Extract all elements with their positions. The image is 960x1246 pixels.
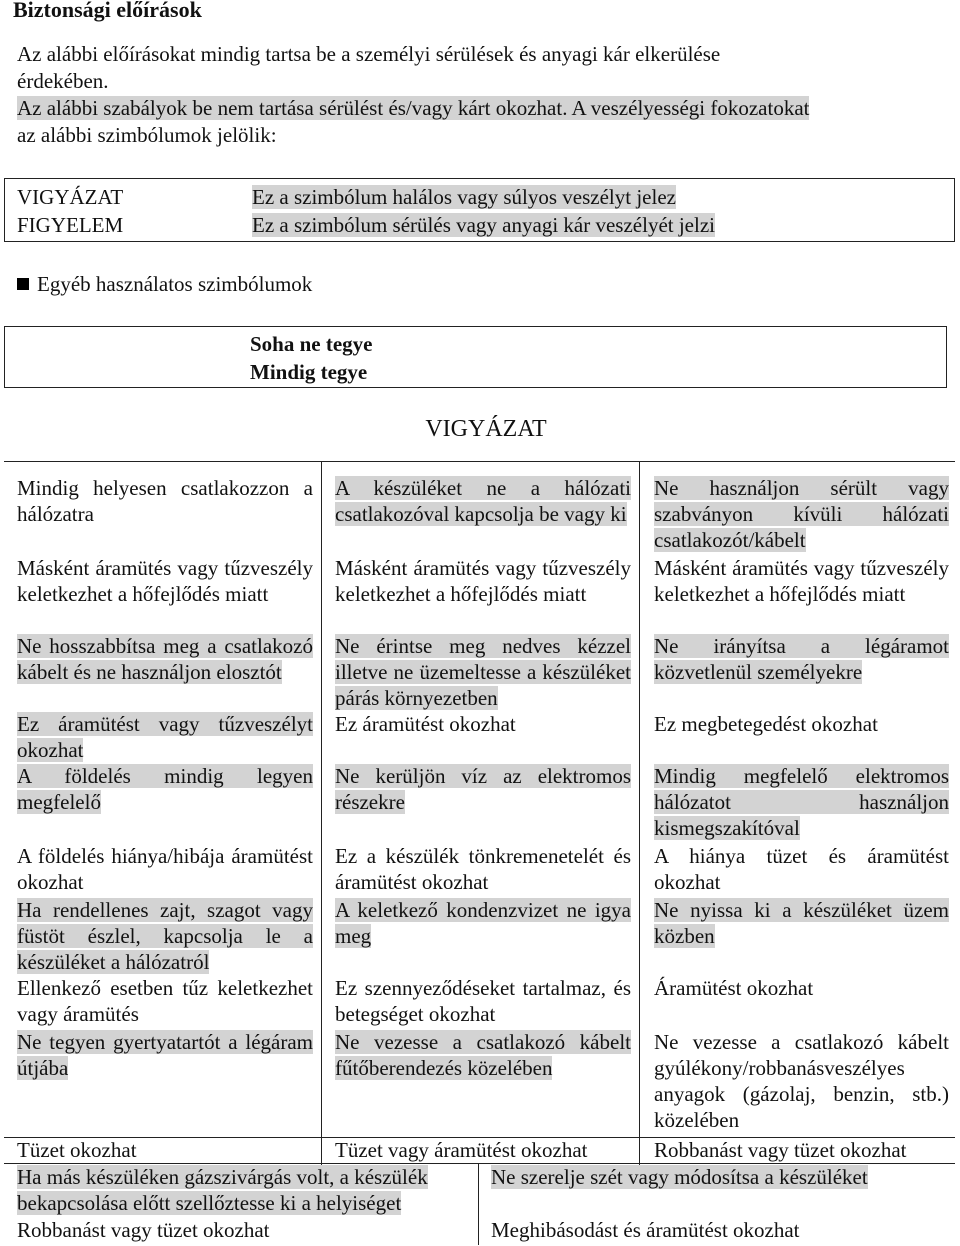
warning-cell-text: Mindig helyesen csatlakozzon a hálózatra (17, 476, 313, 526)
warning-grid (4, 461, 955, 1165)
intro-text (17, 41, 947, 149)
intro-line (17, 95, 947, 122)
bottom-cell (491, 1164, 951, 1190)
grid-divider (478, 1163, 479, 1245)
warning-cell-text: Ne vezesse a csatlakozó kábelt gyúlékony/robbanásveszélyes anyagok (gázolaj, benzin, stb.) közelében (654, 1030, 949, 1132)
warning-cell-text: Ez szennyeződéseket tartalmaz, és betegséget okozhat (335, 976, 631, 1026)
warning-cell-text: Ne használjon sérült vagy szabványon kívüli hálózati csatlakozót/kábelt (654, 476, 949, 552)
warning-cell (654, 633, 949, 685)
hazard-level-desc (252, 211, 715, 239)
intro-line-highlight: Az alábbi szabályok be nem tartása sérülést és/vagy kárt okozhat. A veszélyességi fokozatokat (17, 96, 810, 120)
other-symbols-label: Egyéb használatos szimbólumok (37, 272, 313, 296)
warning-cell (335, 475, 631, 527)
warning-cell (654, 1137, 949, 1163)
warning-cell (654, 711, 949, 737)
warning-cell-text: A készüléket ne a hálózati csatlakozóval kapcsolja be vagy ki (335, 476, 631, 526)
warning-cell (17, 843, 313, 895)
warning-cell-text: Ellenkező esetben tűz keletkezhet vagy áramütés (17, 976, 313, 1026)
hazard-level-desc (252, 183, 676, 211)
hazard-level-word: FIGYELEM (17, 213, 124, 237)
intro-line: az alábbi szimbólumok jelölik: (17, 123, 277, 147)
warning-cell (335, 763, 631, 815)
warning-cell (17, 1137, 313, 1163)
warning-cell-text: Tüzet vagy áramütést okozhat (335, 1138, 588, 1162)
grid-divider (4, 1137, 955, 1138)
warning-heading: VIGYÁZAT (425, 416, 547, 442)
warning-cell (654, 763, 949, 841)
warning-cell (17, 711, 313, 763)
warning-cell-text: Ne érintse meg nedves kézzel illetve ne üzemeltesse a készüléket párás környezetben (335, 634, 631, 710)
warning-cell (335, 1137, 631, 1163)
hazard-level-desc-text: Ez a szimbólum halálos vagy súlyos veszélyt jelez (252, 185, 676, 209)
warning-cell-text: Tüzet okozhat (17, 1138, 137, 1162)
warning-cell-text: Ez áramütést vagy tűzveszélyt okozhat (17, 712, 313, 762)
warning-cell (335, 711, 631, 737)
warning-cell (17, 763, 313, 815)
hazard-level-desc-text: Ez a szimbólum sérülés vagy anyagi kár veszélyét jelzi (252, 213, 715, 237)
bottom-cell-text: Ha más készüléken gázszivárgás volt, a készülék bekapcsolása előtt szellőztesse ki a helyiséget (17, 1165, 428, 1215)
warning-cell-text: Ez megbetegedést okozhat (654, 712, 878, 736)
hazard-level-row (17, 211, 947, 239)
warning-cell-text: A hiánya tüzet és áramütést okozhat (654, 844, 949, 894)
warning-cell (654, 475, 949, 553)
warning-cell-text: Másként áramütés vagy tűzveszély keletkezhet a hőfejlődés miatt (17, 556, 313, 606)
warning-cell-text: Ne hosszabbítsa meg a csatlakozó kábelt és ne használjon elosztót (17, 634, 313, 684)
warning-cell (654, 975, 949, 1001)
bottom-cell-text: Meghibásodást és áramütést okozhat (491, 1218, 800, 1242)
warning-cell-text: Ez a készülék tönkremenetelét és áramütést okozhat (335, 844, 631, 894)
warning-cell-text: A keletkező kondenzvizet ne igya meg (335, 898, 631, 948)
page-title: Biztonsági előírások (13, 0, 202, 22)
warning-cell-text: Másként áramütés vagy tűzveszély keletkezhet a hőfejlődés miatt (654, 556, 949, 606)
grid-top-border (4, 461, 955, 462)
warning-cell-text: Ne tegyen gyertyatartót a légáram útjába (17, 1030, 313, 1080)
grid-divider (321, 461, 322, 1165)
warning-cell (17, 1029, 313, 1081)
warning-cell (335, 843, 631, 895)
bottom-cell-text: Robbanást vagy tüzet okozhat (17, 1218, 270, 1242)
bottom-cell (17, 1164, 472, 1216)
warning-cell-text: Másként áramütés vagy tűzveszély keletkezhet a hőfejlődés miatt (335, 556, 631, 606)
always-do-label: Mindig tegye (250, 360, 368, 384)
bottom-cell (491, 1217, 951, 1243)
warning-cell-text: Ne vezesse a csatlakozó kábelt fűtőberendezés közelében (335, 1030, 631, 1080)
warning-cell-text: Ne nyissa ki a készüléket üzem közben (654, 898, 949, 948)
bottom-table (4, 1163, 955, 1245)
warning-cell (17, 633, 313, 685)
warning-cell (17, 975, 313, 1027)
warning-cell-text: A földelés mindig legyen megfelelő (17, 764, 313, 814)
hazard-level-row (17, 183, 947, 211)
warning-cell (17, 897, 313, 975)
warning-cell-text: Áramütést okozhat (654, 976, 814, 1000)
warning-cell-text: Ez áramütést okozhat (335, 712, 516, 736)
bullet-square-icon (17, 278, 29, 290)
warning-cell (335, 897, 631, 949)
grid-divider (639, 461, 640, 1165)
warning-cell-text: Robbanást vagy tüzet okozhat (654, 1138, 907, 1162)
do-dont-box (4, 326, 947, 388)
warning-cell (17, 555, 313, 607)
hazard-levels-box (4, 178, 955, 242)
warning-cell-text: Mindig megfelelő elektromos hálózatot használjon kismegszakítóval (654, 764, 949, 840)
warning-cell (654, 897, 949, 949)
intro-line: érdekében. (17, 69, 109, 93)
warning-cell (335, 633, 631, 711)
bottom-cell-text: Ne szerelje szét vagy módosítsa a készüléket (491, 1165, 868, 1189)
warning-cell (335, 975, 631, 1027)
warning-cell (654, 843, 949, 895)
hazard-level-word: VIGYÁZAT (17, 185, 124, 209)
warning-cell (335, 555, 631, 607)
warning-cell-text: Ne irányítsa a légáramot közvetlenül személyekre (654, 634, 949, 684)
warning-cell (17, 475, 313, 527)
warning-cell (654, 555, 949, 607)
bottom-cell (17, 1217, 472, 1243)
never-do-label: Soha ne tegye (250, 332, 373, 356)
warning-cell-text: Ha rendellenes zajt, szagot vagy füstöt észlel, kapcsolja le a készüléket a hálózatról (17, 898, 313, 974)
warning-cell-text: Ne kerüljön víz az elektromos részekre (335, 764, 631, 814)
warning-cell (335, 1029, 631, 1081)
other-symbols-heading (17, 270, 312, 298)
warning-cell (654, 1029, 949, 1133)
intro-line: Az alábbi előírásokat mindig tartsa be a személyi sérülések és anyagi kár elkerülése (17, 42, 721, 66)
warning-cell-text: A földelés hiánya/hibája áramütést okozhat (17, 844, 313, 894)
